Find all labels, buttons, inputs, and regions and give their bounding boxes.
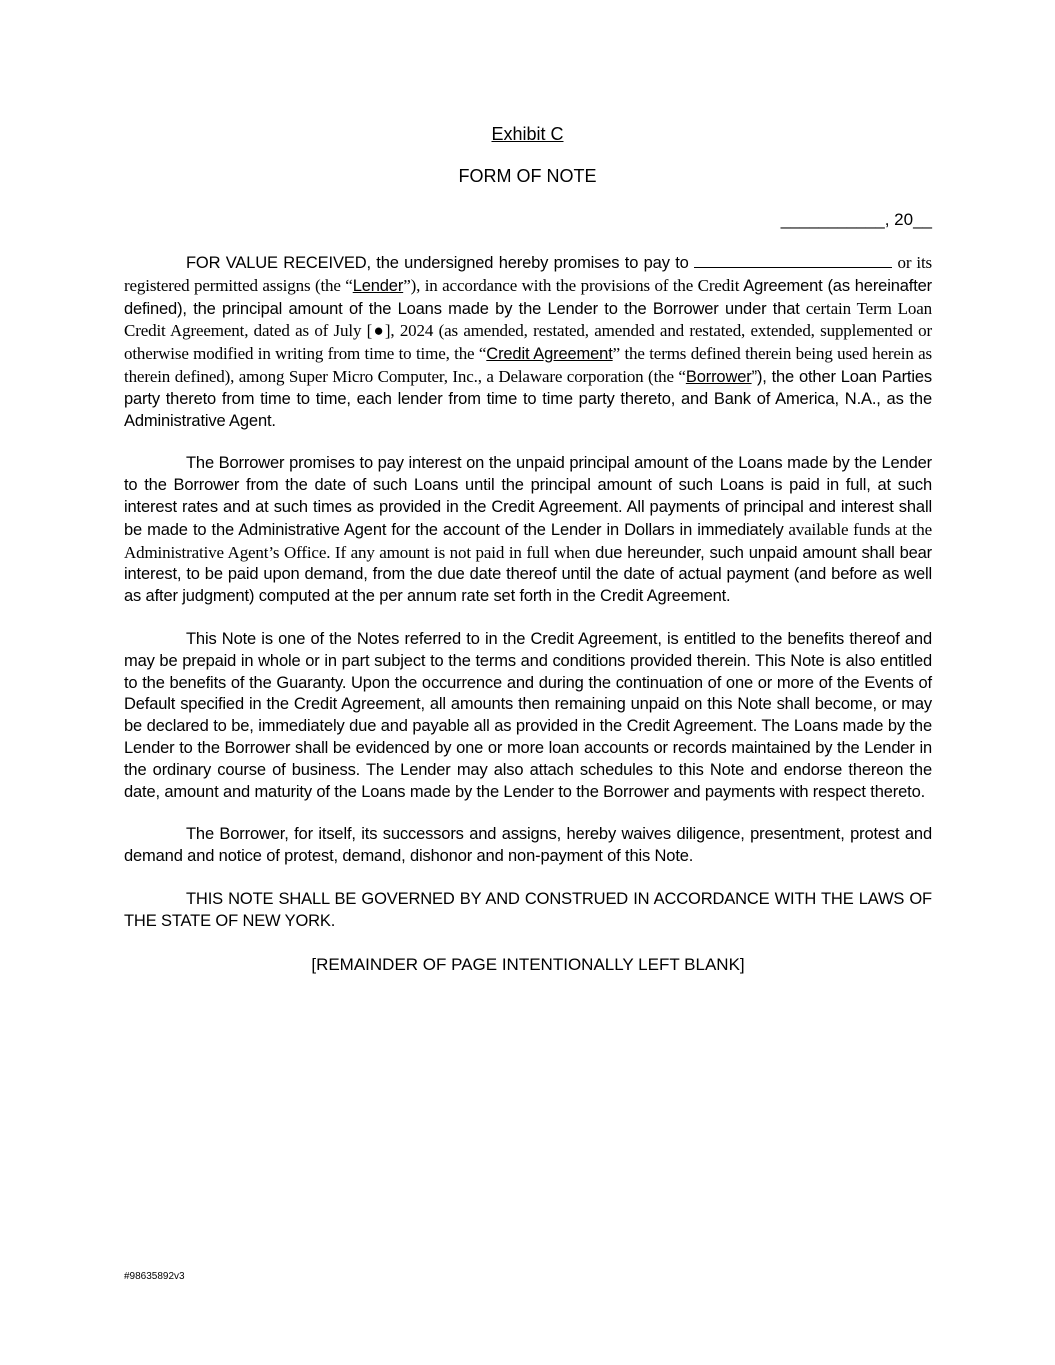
document-reference-number: #98635892v3 [124, 1271, 185, 1282]
exhibit-title: Exhibit C [491, 124, 564, 144]
paragraph-interest [124, 453, 932, 608]
para1-text-5: ” the terms defined therein being used herein as therein defined), among Super Micro Computer, Inc., a Delaware corporation (the “ [124, 344, 932, 386]
lender-defined-term: Lender [352, 276, 404, 295]
para1-text-2: ”), in accordance with the provisions of the Credit [403, 275, 740, 295]
para1-intro: FOR VALUE RECEIVED, the undersigned hereby promises to pay to [186, 254, 689, 272]
para1-text-1: or its registered permitted assigns (the “ [124, 253, 933, 295]
para2-text-3: due hereunder, such unpaid amount shall bear interest, to be paid upon demand, from the due date thereof until the date of actual payment (and before as well as after judgment) computed at the per annum rate set forth in the Credit Agreement. [124, 543, 932, 606]
credit-agreement-defined-term: Credit Agreement [486, 345, 613, 364]
form-title: FORM OF NOTE [458, 166, 597, 186]
lender-blank-line [694, 253, 892, 268]
paragraph-governing-law: THIS NOTE SHALL BE GOVERNED BY AND CONSTRUED IN ACCORDANCE WITH THE LAWS OF THE STATE OF NEW YORK. [124, 889, 932, 930]
document-body [124, 252, 932, 976]
paragraph-value-received [124, 252, 932, 432]
para1-text-3: Agreement (as hereinafter defined), the principal amount of the Loans made by the Lender to the Borrower under that [124, 276, 933, 318]
para2-text-2: available funds at the Administrative Agent’s Office. If any amount is not paid in full when [124, 519, 933, 562]
borrower-defined-term: Borrower [685, 367, 752, 386]
para1-text-6: ”), the other Loan Parties party thereto from time to time, each lender from time to time party thereto, and Bank of America, N.A., as the Administrative Agent. [124, 367, 932, 430]
para1-text-4: certain Term Loan Credit Agreement, dated as of July [●], 2024 (as amended, restated, amended and restated, extended, supplemented or otherwise modified in writing from time to time, the “ [124, 298, 932, 364]
remainder-note: [REMAINDER OF PAGE INTENTIONALLY LEFT BLANK] [311, 954, 745, 974]
paragraph-waiver: The Borrower, for itself, its successors and assigns, hereby waives diligence, presentment, protest and demand and notice of protest, demand, dishonor and non-payment of this Note. [124, 825, 932, 866]
paragraph-notes: This Note is one of the Notes referred to in the Credit Agreement, is entitled to the benefits thereof and may be prepaid in whole or in part subject to the terms and conditions provided therein. This Note is also entitled to the benefits of the Guaranty. Upon the occurrence and during the continuation of one or more of the Events of Default specified in the Credit Agreement, all amounts then remaining unpaid on this Note shall become, or may be declared to be, immediately due and payable all as provided in the Credit Agreement. The Loans made by the Lender to the Borrower shall be evidenced by one or more loan accounts or records maintained by the Lender in the ordinary course of business. The Lender may also attach schedules to this Note and endorse thereon the date, amount and maturity of the Loans made by the Lender to the Borrower and payments with respect thereto. [124, 629, 932, 801]
date-line: ___________, 20__ [780, 210, 932, 229]
para2-text-1: The Borrower promises to pay interest on the unpaid principal amount of the Loans made by the Lender to the Borrower from the date of such Loans until the principal amount of such Loans is paid in full, at such interest rates and at such times as provided in the Credit Agreement. All payments of principal and interest shall be made to the Administrative Agent for the account of the Lender in Dollars in immediately [124, 454, 932, 539]
